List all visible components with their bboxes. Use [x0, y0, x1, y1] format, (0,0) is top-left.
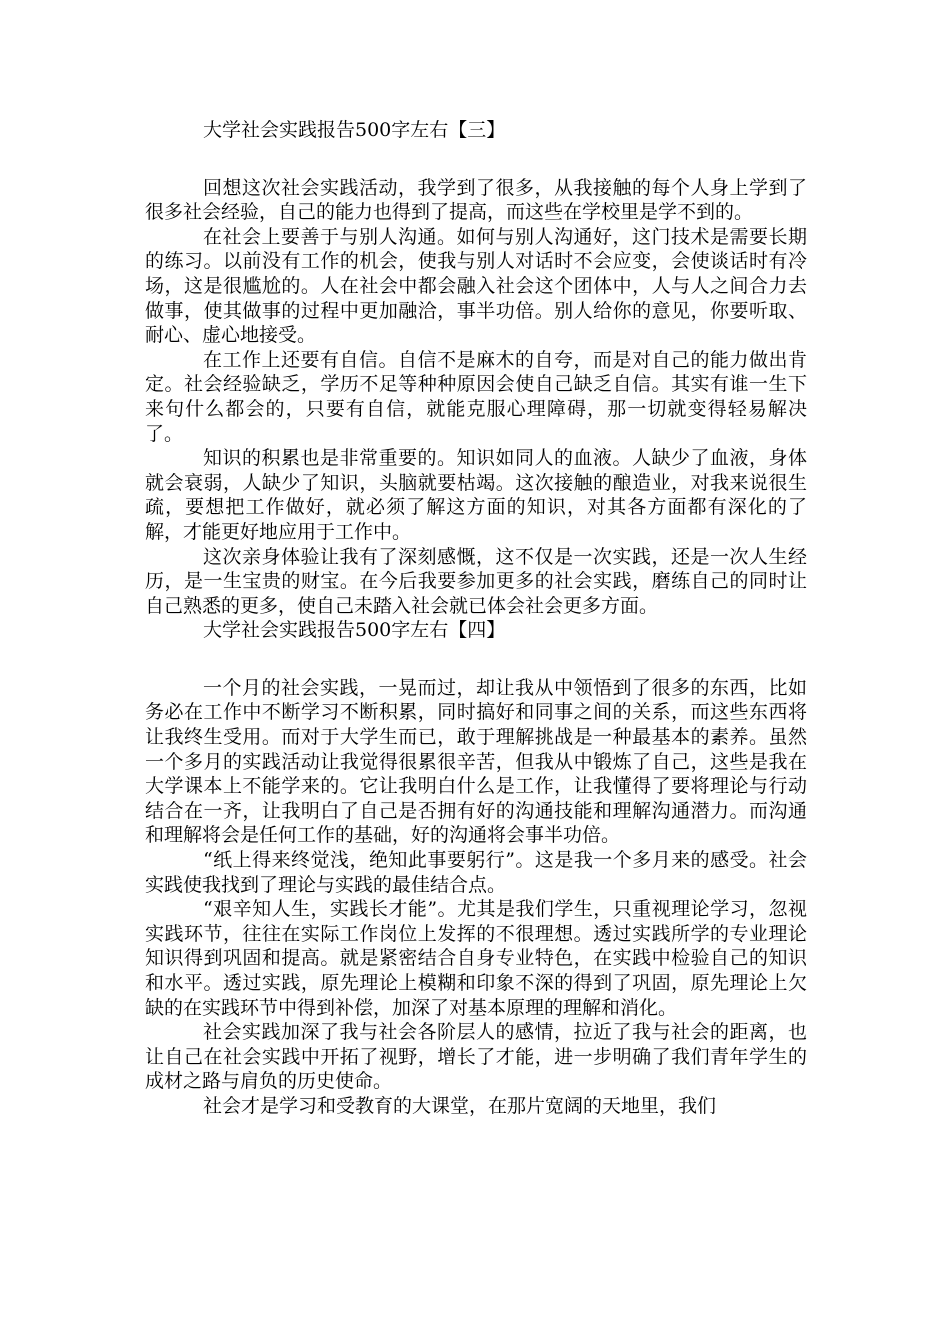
document-body: [145, 118, 807, 1119]
section-three: [145, 118, 807, 618]
paragraph: 一个月的社会实践，一晃而过，却让我从中领悟到了很多的东西，比如务必在工作中不断学习不断积累，同时搞好和同事之间的关系，而这些东西将让我终生受用。而对于大学生而已，敢于理解挑战是一种最基本的素养。虽然一个多月的实践活动让我觉得很累很辛苦，但我从中锻炼了自己，这些是我在大学课本上不能学来的。它让我明白什么是工作，让我懂得了要将理论与行动结合在一齐，让我明白了自己是否拥有好的沟通技能和理解沟通潜力。而沟通和理解将会是任何工作的基础，好的沟通将会事半功倍。: [145, 676, 807, 847]
paragraph: 在工作上还要有自信。自信不是麻木的自夸，而是对自己的能力做出肯定。社会经验缺乏，学历不足等种种原因会使自己缺乏自信。其实有谁一生下来句什么都会的，只要有自信，就能克服心理障碍，那一切就变得轻易解决了。: [145, 348, 807, 445]
paragraph: “纸上得来终觉浅，绝知此事要躬行”。这是我一个多月来的感受。社会实践使我找到了理论与实践的最佳结合点。: [145, 849, 807, 896]
section-title: 大学社会实践报告500字左右【四】: [203, 619, 506, 642]
section-four: [145, 618, 807, 1118]
paragraph: 回想这次社会实践活动，我学到了很多，从我接触的每个人身上学到了很多社会经验，自己的能力也得到了提高，而这些在学校里是学不到的。: [145, 176, 807, 224]
paragraph: 知识的积累也是非常重要的。知识如同人的血液。人缺少了血液，身体就会衰弱，人缺少了知识，头脑就要枯竭。这次接触的酿造业，对我来说很生疏，要想把工作做好，就必须了解这方面的知识，对其各方面都有深化的了解，才能更好地应用于工作中。: [145, 447, 807, 543]
paragraph: 社会实践加深了我与社会各阶层人的感情，拉近了我与社会的距离，也让自己在社会实践中开拓了视野，增长了才能，进一步明确了我们青年学生的成材之路与肩负的历史使命。: [145, 1021, 807, 1093]
paragraph: 社会才是学习和受教育的大课堂，在那片宽阔的天地里，我们: [203, 1094, 717, 1117]
paragraph: “艰辛知人生，实践长才能”。尤其是我们学生，只重视理论学习，忽视实践环节，往往在实际工作岗位上发挥的不很理想。透过实践所学的专业理论知识得到巩固和提高。就是紧密结合自身专业特色，在实践中检验自己的知识和水平。透过实践，原先理论上模糊和印象不深的得到了巩固，原先理论上欠缺的在实践环节中得到补偿，加深了对基本原理的理解和消化。: [145, 898, 807, 1019]
paragraph: 这次亲身体验让我有了深刻感慨，这不仅是一次实践，还是一次人生经历，是一生宝贵的财宝。在今后我要参加更多的社会实践，磨练自己的同时让自己熟悉的更多，使自己未踏入社会就已体会社会更多方面。: [145, 545, 807, 617]
section-title: 大学社会实践报告500字左右【三】: [203, 119, 506, 141]
paragraph: 在社会上要善于与别人沟通。如何与别人沟通好，这门技术是需要长期的练习。以前没有工作的机会，使我与别人对话时不会应变，会使谈话时有冷场，这是很尴尬的。人在社会中都会融入社会这个团体中，人与人之间合力去做事，使其做事的过程中更加融洽，事半功倍。别人给你的意见，你要听取、耐心、虚心地接受。: [145, 225, 807, 347]
